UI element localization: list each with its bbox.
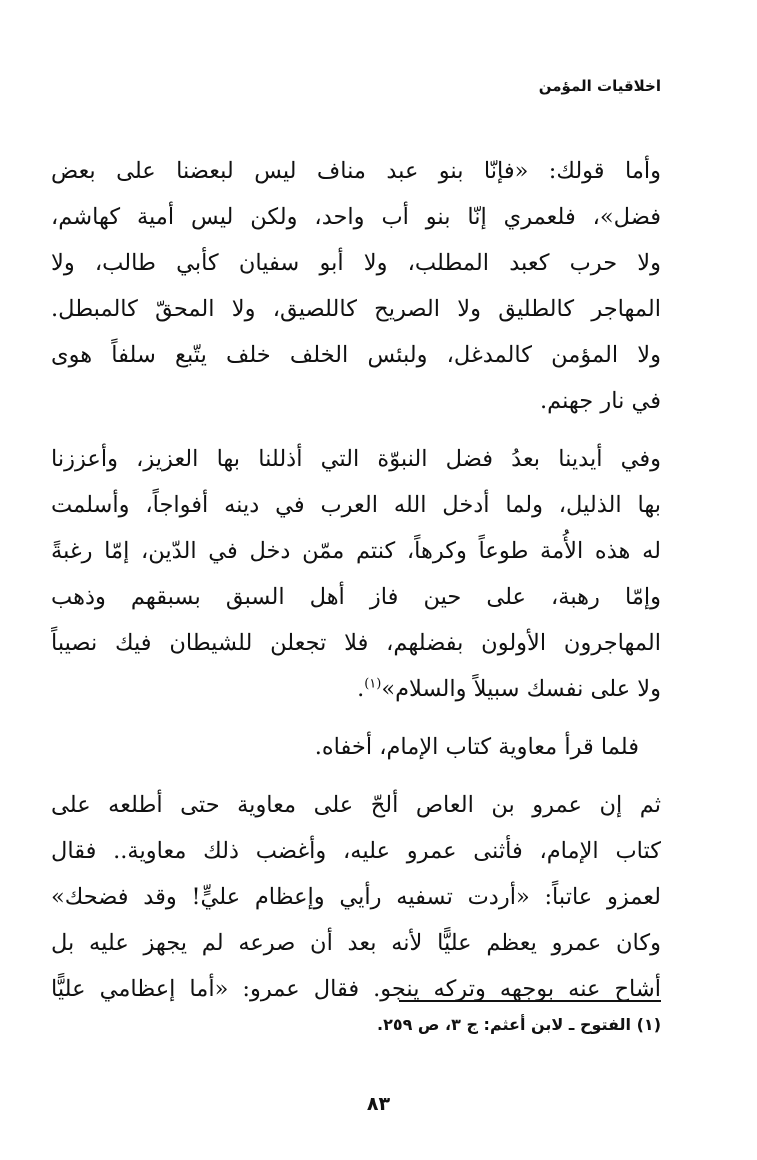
text-line: أشاح عنه بوجهه وتركه ينجو. فقال عمرو: «أما إعظامي عليًّا bbox=[51, 976, 661, 1002]
text-line: له هذه الأُمة طوعاً وكرهاً، كنتم ممّن دخل في الدّين، إمّا رغبةً bbox=[51, 538, 661, 564]
text-line: ولا المؤمن كالمدغل، ولبئس الخلف خلف يتّبع سلفاً هوى bbox=[51, 342, 661, 368]
page-number: ٨٣ bbox=[366, 1093, 391, 1115]
text-line: بها الذليل، ولما أدخل الله العرب في دينه أفواجاً، وأسلمت bbox=[51, 492, 661, 518]
text-line: ولا حرب كعبد المطلب، ولا أبو سفيان كأبي طالب، ولا bbox=[51, 250, 661, 276]
text-line: فضل»، فلعمري إنّا بنو أب واحد، ولكن ليس أمية كهاشم، bbox=[51, 204, 661, 230]
text-segment: ولا على نفسك سبيلاً والسلام» bbox=[381, 676, 661, 702]
text-line: وفي أيدينا بعدُ فضل النبوّة التي أذللنا بها العزيز، وأعززنا bbox=[51, 446, 661, 472]
footnote: (١) الفتوح ـ لابن أعثم: ج ٣، ص ٢٥٩. bbox=[376, 1015, 661, 1034]
text-line: المهاجرون الأولون بفضلهم، فلا تجعلن للشيطان فيك نصيباً bbox=[51, 630, 661, 656]
text-line: فلما قرأ معاوية كتاب الإمام، أخفاه. bbox=[314, 734, 639, 760]
paragraph-1 bbox=[51, 148, 661, 424]
text-line: المهاجر كالطليق ولا الصريح كاللصيق، ولا المحقّ كالمبطل. bbox=[51, 296, 661, 322]
text-line: كتاب الإمام، فأثنى عمرو عليه، وأغضب ذلك معاوية.. فقال bbox=[51, 838, 661, 864]
paragraph-4 bbox=[51, 782, 661, 1012]
text-segment: . bbox=[357, 676, 365, 702]
text-line: وكان عمرو يعظم عليًّا لأنه بعد أن صرعه لم يجهز عليه بل bbox=[51, 930, 661, 956]
paragraph-3 bbox=[51, 724, 661, 770]
body-text bbox=[51, 148, 661, 1024]
text-line: في نار جهنم. bbox=[540, 388, 661, 414]
text-line-with-footnote bbox=[51, 666, 661, 712]
footnote-divider bbox=[399, 1000, 661, 1002]
running-header: اخلاقيات المؤمن bbox=[538, 77, 661, 95]
text-line: وإمّا رهبة، على حين فاز أهل السبق بسبقهم وذهب bbox=[51, 584, 661, 610]
footnote-reference: (١) bbox=[364, 676, 382, 692]
text-line: ثم إن عمرو بن العاص ألحّ على معاوية حتى أطلعه على bbox=[51, 792, 661, 818]
paragraph-2 bbox=[51, 436, 661, 712]
text-line: لعمزو عاتباً: «أردت تسفيه رأيي وإعظام عليٍّ! وقد فضحك» bbox=[51, 884, 661, 910]
text-line: وأما قولك: «فإنّا بنو عبد مناف ليس لبعضنا على بعض bbox=[51, 158, 661, 184]
